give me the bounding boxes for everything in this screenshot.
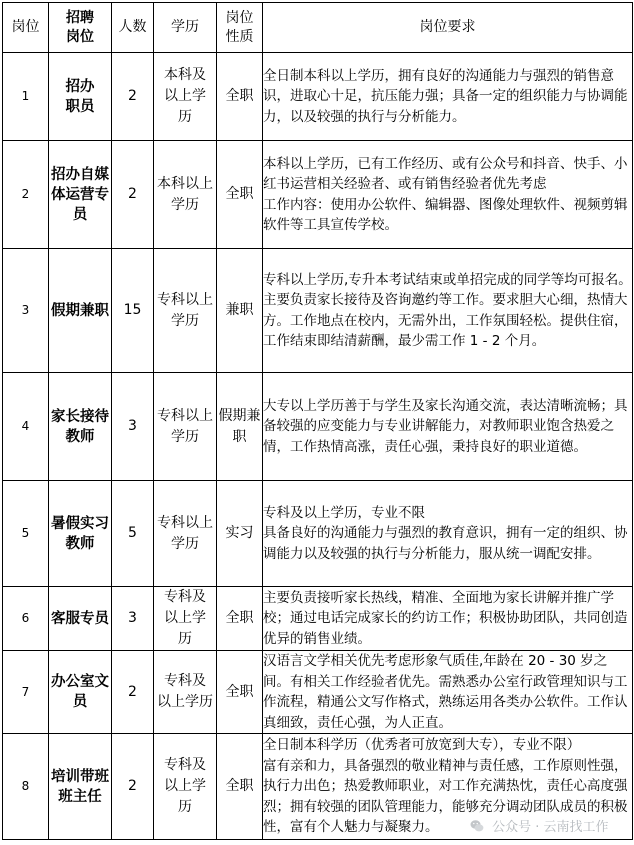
requirement-line: 富有亲和力，具备强烈的敬业精神与责任感，工作原则性强，执行力出色；热爱教师职业，对工作充满热忱，责任心高度强烈；拥有较强的团队管理能力，能够充分调动团队成员的积极性，富有个人魅力与凝聚力。 [263,757,628,836]
cell-count: 2 [112,734,154,840]
cell-count: 3 [112,587,154,651]
header-count: 人数 [112,3,154,53]
watermark [470,816,609,835]
cell-education: 本科及 以上学 历 [154,53,217,141]
cell-requirements [263,481,633,587]
cell-title: 客服专员 [49,587,112,651]
requirement-line: 全日制本科以上学历，拥有良好的沟通能力与强烈的销售意识，进取心十足，抗压能力强；具备一定的组织能力与协调能力，以及较强的执行与分析能力。 [263,67,628,125]
cell-title: 暑假实习 教师 [49,481,112,587]
cell-id: 3 [3,249,49,373]
cell-type: 兼职 [217,249,263,373]
table-row [3,141,633,249]
cell-type: 全职 [217,141,263,249]
cell-id: 7 [3,651,49,734]
header-requirements: 岗位要求 [263,3,633,53]
table-row [3,373,633,481]
table-row [3,481,633,587]
requirement-line: 主要负责家长接待及咨询邀约等工作。要求胆大心细，热情大方。工作地点在校内，无需外出，工作氛围轻松。提供住宿，工作结束即结清薪酬，最少需工作 1 - 2 个月。 [263,292,628,349]
cell-count: 5 [112,481,154,587]
cell-title: 招办 职员 [49,53,112,141]
cell-id: 1 [3,53,49,141]
header-row [3,3,633,53]
cell-education: 专科以上 学历 [154,373,217,481]
cell-type: 全职 [217,651,263,734]
cell-id: 8 [3,734,49,840]
cell-title: 家长接待 教师 [49,373,112,481]
cell-requirements [263,651,633,734]
requirement-line: 专科及以上学历，专业不限 [263,504,425,521]
cell-requirements [263,53,633,141]
cell-count: 2 [112,53,154,141]
cell-education: 本科以上 学历 [154,141,217,249]
cell-requirements [263,373,633,481]
cell-count: 2 [112,651,154,734]
requirement-line: 具备良好的沟通能力与强烈的教育意识，拥有一定的组织、协调能力以及较强的执行与分析能力，服从统一调配安排。 [263,525,628,562]
table-row [3,53,633,141]
watermark-text: 公众号 · 云南找工作 [492,820,609,835]
header-type: 岗位 性质 [217,3,263,53]
requirement-line: 汉语言文学相关优先考虑形象气质佳,年龄在 20 - 30 岁之间。有相关工作经验者优先。需熟悉办公室行政管理知识与工作流程，精通公文写作格式，熟练运用各类办公软件。工作认真细致，责任心强，为人正直。 [263,653,628,731]
cell-type: 全职 [217,53,263,141]
cell-type: 全职 [217,587,263,651]
cell-id: 4 [3,373,49,481]
cell-requirements [263,587,633,651]
wechat-icon [470,819,484,833]
job-table [2,2,633,840]
cell-education: 专科及 以上学 历 [154,734,217,840]
cell-education: 专科以上 学历 [154,481,217,587]
cell-type: 全职 [217,734,263,840]
requirement-line: 大专以上学历善于与学生及家长沟通交流，表达清晰流畅；具备较强的应变能力与专业讲解能力，对教师职业饱含热爱之情，工作热情高涨，责任心强，秉持良好的职业道德。 [263,397,628,455]
requirement-line: 主要负责接听家长热线，精准、全面地为家长讲解并推广学校；通过电话完成家长的约访工作；积极协助团队，共同创造优异的销售业绩。 [263,589,628,647]
table-row [3,651,633,734]
requirement-line: 工作内容：使用办公软件、编辑器、图像处理软件、视频剪辑软件等工具宣传学校。 [263,196,628,233]
cell-title: 办公室文 员 [49,651,112,734]
cell-requirements [263,141,633,249]
cell-id: 2 [3,141,49,249]
cell-id: 6 [3,587,49,651]
cell-education: 专科及 以上学 历 [154,587,217,651]
cell-education: 专科以上 学历 [154,249,217,373]
cell-id: 5 [3,481,49,587]
requirement-line: 本科以上学历，已有工作经历、或有公众号和抖音、快手、小红书运营相关经验者、或有销售经验者优先考虑 [263,155,628,192]
table-row [3,249,633,373]
cell-count: 2 [112,141,154,249]
cell-count: 15 [112,249,154,373]
cell-title: 假期兼职 [49,249,112,373]
cell-count: 3 [112,373,154,481]
cell-title: 招办自媒 体运营专 员 [49,141,112,249]
cell-type: 假期兼 职 [217,373,263,481]
job-rows [3,53,633,840]
table-row [3,587,633,651]
header-title: 招聘 岗位 [49,3,112,53]
header-id: 岗位 [3,3,49,53]
requirement-line: 专科以上学历,专升本考试结束或单招完成的同学等均可报名。 [263,271,632,288]
cell-education: 专科及 以上学历 [154,651,217,734]
requirement-line: 全日制本科学历（优秀者可放宽到大专），专业不限） [263,737,581,754]
cell-requirements [263,249,633,373]
cell-type: 实习 [217,481,263,587]
header-education: 学历 [154,3,217,53]
cell-title: 培训带班 班主任 [49,734,112,840]
